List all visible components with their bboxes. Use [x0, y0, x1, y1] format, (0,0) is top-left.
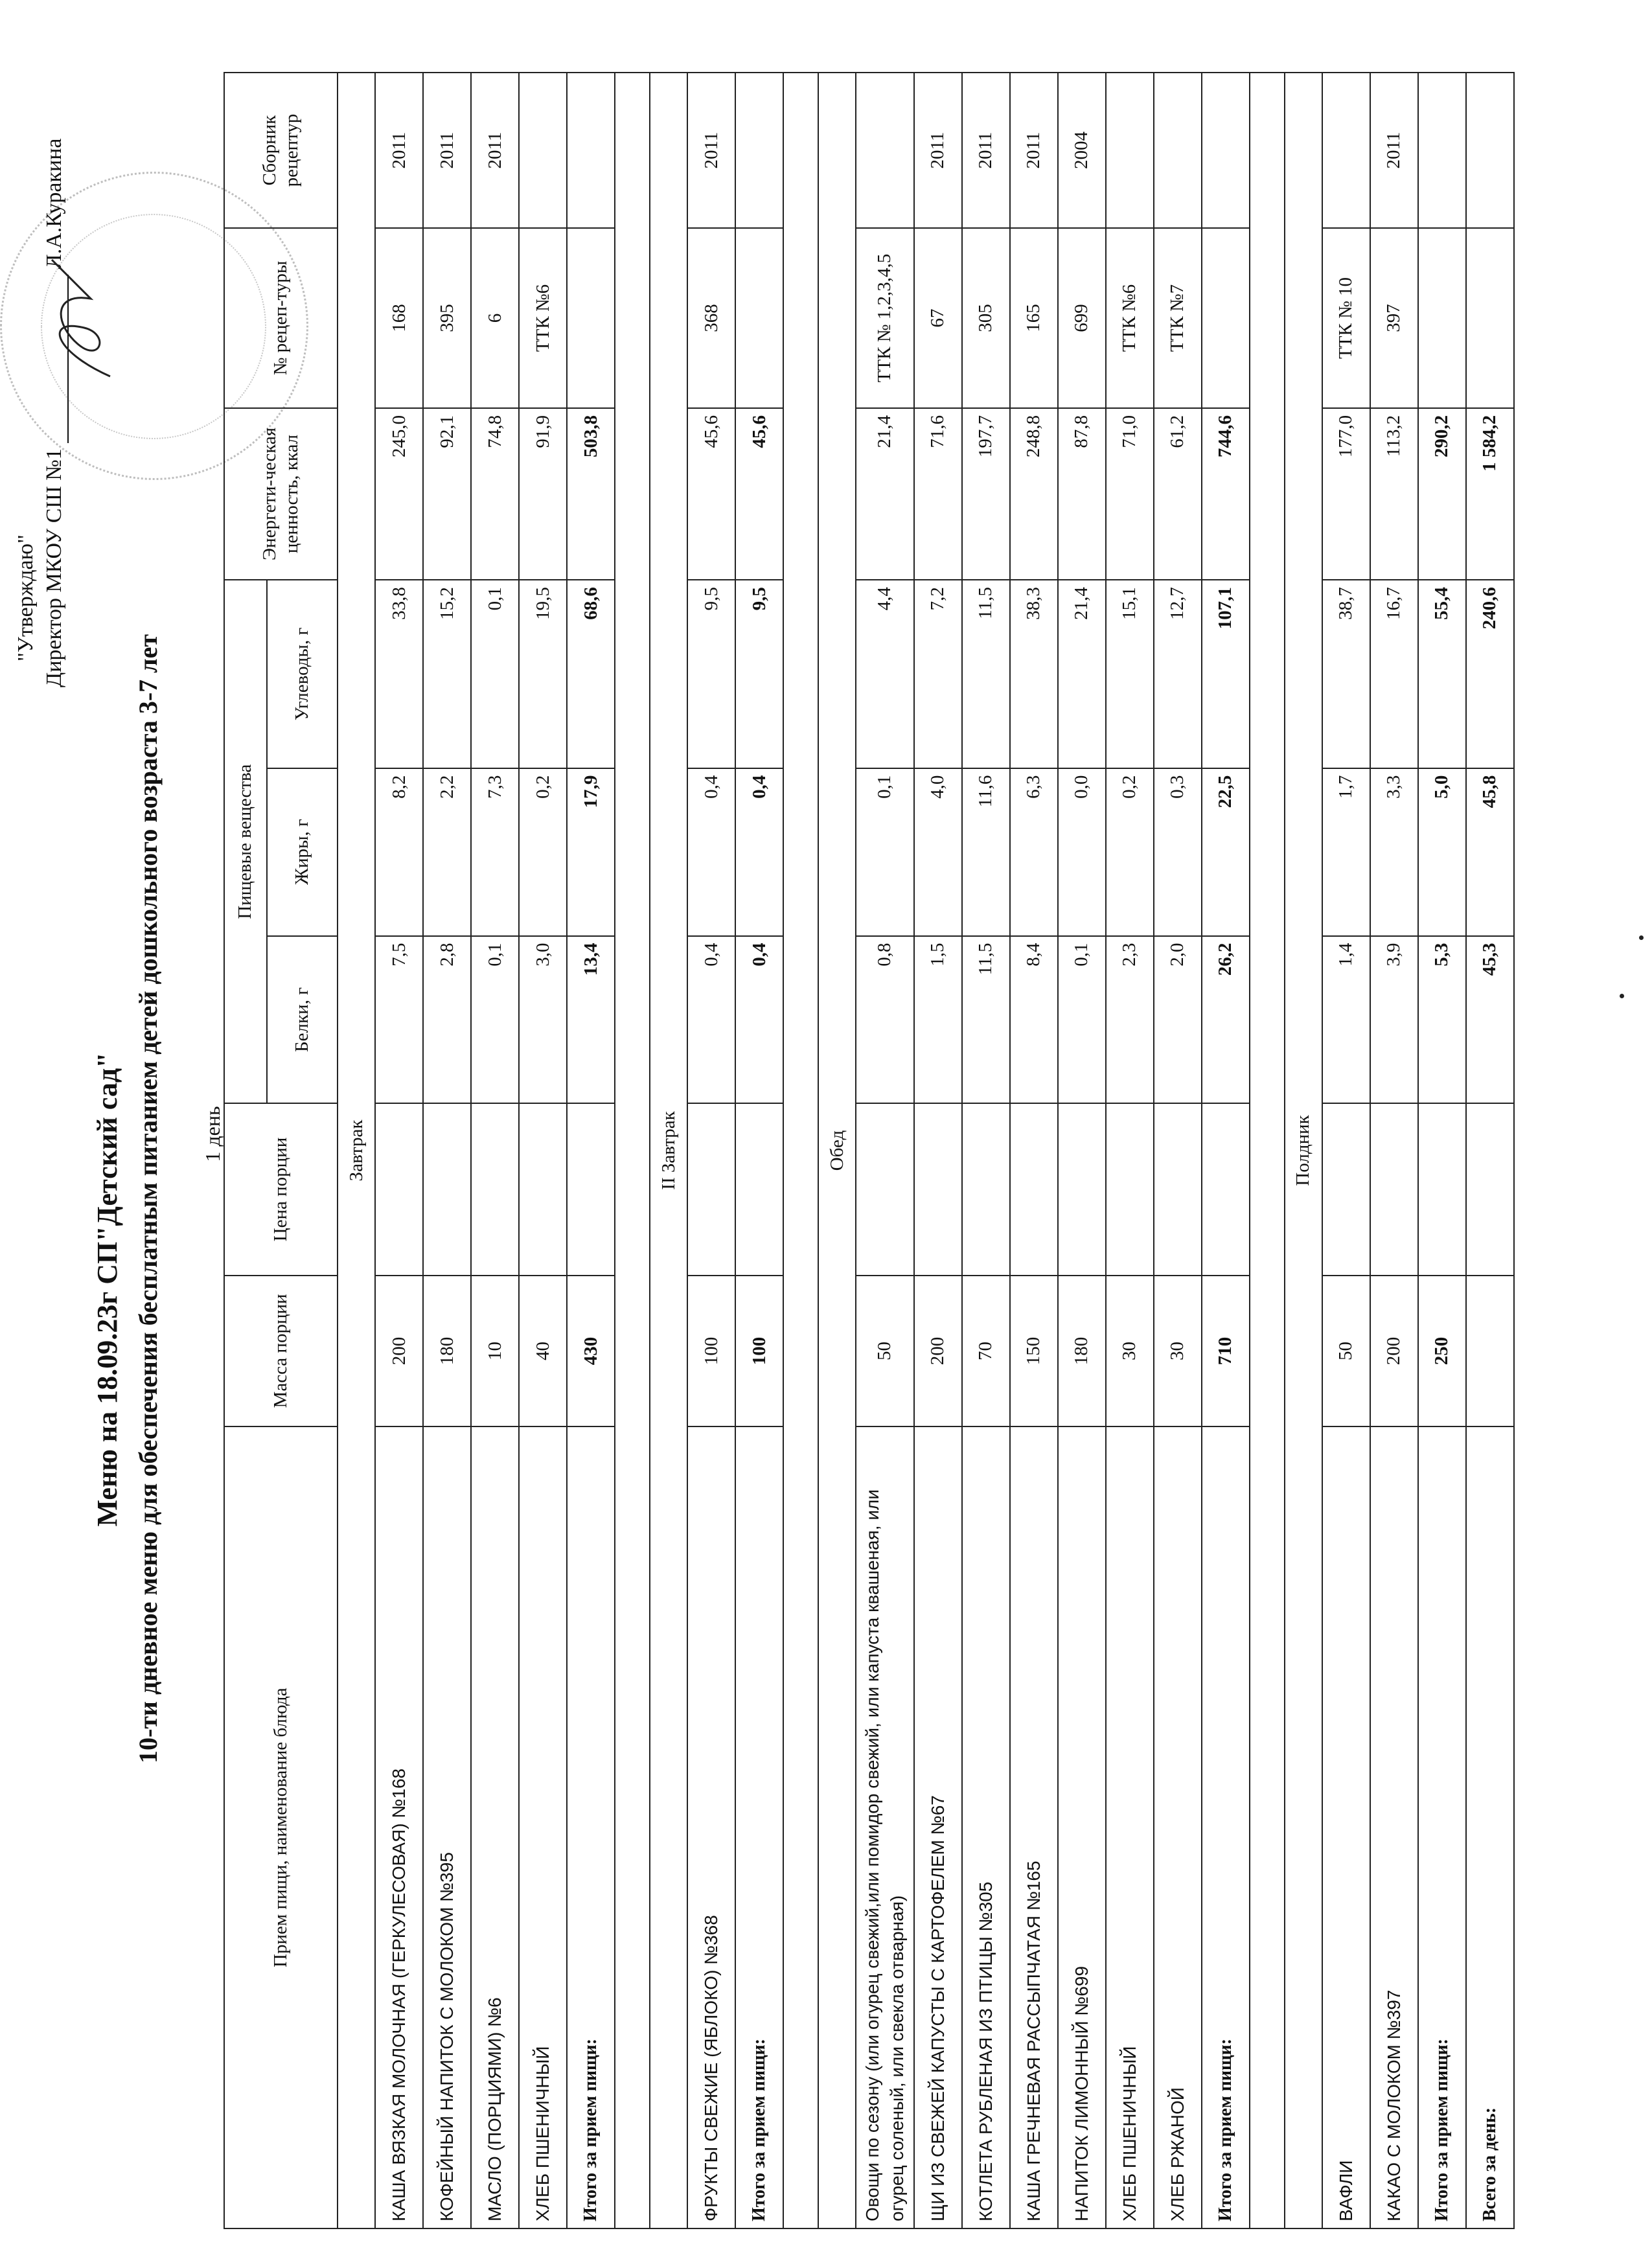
dish-mass: 50 [856, 1276, 914, 1427]
dish-price [1370, 1103, 1418, 1275]
dish-energy: 245,0 [375, 408, 423, 580]
dish-carbs: 16,7 [1370, 580, 1418, 768]
subtotal-label: Итого за прием пищи: [1418, 1426, 1466, 2228]
subtotal-recipe [735, 228, 783, 408]
col-recipe-header: № рецеп-туры [224, 228, 338, 408]
dish-fat: 8,2 [375, 768, 423, 936]
dish-protein: 3,9 [1370, 936, 1418, 1104]
table-row [962, 73, 1010, 2228]
dish-carbs: 12,7 [1154, 580, 1202, 768]
col-name-header: Прием пищи, наименование блюда [224, 1426, 338, 2228]
subtotal-carbs: 68,6 [567, 580, 615, 768]
dish-protein: 0,8 [856, 936, 914, 1104]
dish-recipe: 165 [1010, 228, 1058, 408]
subtotal-fat: 0,4 [735, 768, 783, 936]
section-breakfast2: II Завтрак [650, 73, 687, 2228]
dish-energy: 113,2 [1370, 408, 1418, 580]
dish-carbs: 19,5 [519, 580, 567, 768]
dish-recipe: ТТК №6 [519, 228, 567, 408]
dish-name: КОФЕЙНЫЙ НАПИТОК С МОЛОКОМ №395 [423, 1426, 471, 2228]
dish-recipe: 305 [962, 228, 1010, 408]
subtotal-label: Итого за прием пищи: [1202, 1426, 1250, 2228]
approval-name: Л.А.Куракина [42, 138, 67, 269]
col-fat-header: Жиры, г [267, 768, 338, 936]
dish-carbs: 15,2 [423, 580, 471, 768]
subtotal-book [1202, 73, 1250, 228]
subtotal-price [1202, 1103, 1250, 1275]
dish-fat: 0,4 [687, 768, 735, 936]
dish-protein: 1,5 [914, 936, 962, 1104]
dish-mass: 50 [1322, 1276, 1370, 1427]
table-row [1370, 73, 1418, 2228]
dish-name: Овощи по сезону (или огурец свежий,или помидор свежий, или капуста квашеная, или огурец соленый, или свекла отварная) [856, 1426, 914, 2228]
section-row [338, 73, 375, 2228]
day-total-energy: 1 584,2 [1466, 408, 1514, 580]
subtotal-protein: 13,4 [567, 936, 615, 1104]
dish-energy: 74,8 [471, 408, 519, 580]
spacer-row [783, 73, 818, 2228]
dish-mass: 70 [962, 1276, 1010, 1427]
dish-fat: 1,7 [1322, 768, 1370, 936]
dish-mass: 10 [471, 1276, 519, 1427]
subtotal-book [1418, 73, 1466, 228]
dish-mass: 200 [375, 1276, 423, 1427]
day-total-row [1466, 73, 1514, 2228]
subtotal-book [567, 73, 615, 228]
dish-fat: 0,3 [1154, 768, 1202, 936]
dish-fat: 6,3 [1010, 768, 1058, 936]
dish-mass: 180 [423, 1276, 471, 1427]
dish-carbs: 11,5 [962, 580, 1010, 768]
dish-energy: 91,9 [519, 408, 567, 580]
dish-fat: 4,0 [914, 768, 962, 936]
dish-price [375, 1103, 423, 1275]
approval-director: Директор МКОУ СШ №1 [42, 448, 67, 687]
dish-book: 2011 [375, 73, 423, 228]
dish-name: ХЛЕБ РЖАНОЙ [1154, 1426, 1202, 2228]
subtotal-fat: 5,0 [1418, 768, 1466, 936]
dish-fat: 2,2 [423, 768, 471, 936]
subtotal-row [1418, 73, 1466, 2228]
dish-recipe: 168 [375, 228, 423, 408]
dish-book: 2011 [423, 73, 471, 228]
subtotal-mass: 430 [567, 1276, 615, 1427]
subtotal-energy: 503,8 [567, 408, 615, 580]
dish-book: 2004 [1058, 73, 1106, 228]
dish-name: КАША ВЯЗКАЯ МОЛОЧНАЯ (ГЕРКУЛЕСОВАЯ) №168 [375, 1426, 423, 2228]
dish-price [914, 1103, 962, 1275]
section-lunch: Обед [818, 73, 856, 2228]
dish-protein: 11,5 [962, 936, 1010, 1104]
col-book-header: Сборник рецептур [224, 73, 338, 228]
dish-protein: 0,1 [471, 936, 519, 1104]
spacer-row [1250, 73, 1285, 2228]
spacer-cell [783, 73, 818, 2228]
table-row [1322, 73, 1370, 2228]
dish-book: 2011 [687, 73, 735, 228]
dish-protein: 0,1 [1058, 936, 1106, 1104]
dish-book: 2011 [914, 73, 962, 228]
dish-fat: 11,6 [962, 768, 1010, 936]
day-total-fat: 45,8 [1466, 768, 1514, 936]
dish-book [856, 73, 914, 228]
dish-recipe: 699 [1058, 228, 1106, 408]
day-total-label: Всего за день: [1466, 1426, 1514, 2228]
dish-mass: 180 [1058, 1276, 1106, 1427]
dish-mass: 40 [519, 1276, 567, 1427]
subtotal-carbs: 9,5 [735, 580, 783, 768]
dish-price [1010, 1103, 1058, 1275]
scan-speck [1639, 935, 1644, 940]
dish-carbs: 0,1 [471, 580, 519, 768]
dish-name: МАСЛО (ПОРЦИЯМИ) №6 [471, 1426, 519, 2228]
dish-price [962, 1103, 1010, 1275]
dish-energy: 71,6 [914, 408, 962, 580]
section-snack: Полдник [1285, 73, 1322, 2228]
dish-fat: 0,1 [856, 768, 914, 936]
dish-recipe: 395 [423, 228, 471, 408]
page-subtitle: 10-ти дневное меню для обеспечения бесплатным питанием детей дошкольного возраста 3-7 лет [133, 634, 163, 1764]
dish-energy: 177,0 [1322, 408, 1370, 580]
dish-protein: 8,4 [1010, 936, 1058, 1104]
col-energy-header: Энергети-ческая ценность, ккал [224, 408, 338, 580]
dish-name: ЩИ ИЗ СВЕЖЕЙ КАПУСТЫ С КАРТОФЕЛЕМ №67 [914, 1426, 962, 2228]
subtotal-energy: 45,6 [735, 408, 783, 580]
subtotal-protein: 0,4 [735, 936, 783, 1104]
dish-name: ХЛЕБ ПШЕНИЧНЫЙ [519, 1426, 567, 2228]
col-protein-header: Белки, г [267, 936, 338, 1104]
dish-carbs: 38,7 [1322, 580, 1370, 768]
dish-price [471, 1103, 519, 1275]
dish-protein: 7,5 [375, 936, 423, 1104]
dish-book [519, 73, 567, 228]
spacer-row [615, 73, 650, 2228]
subtotal-fat: 17,9 [567, 768, 615, 936]
approval-label: "Утверждаю" [14, 534, 38, 661]
dish-name: ХЛЕБ ПШЕНИЧНЫЙ [1106, 1426, 1154, 2228]
dish-energy: 71,0 [1106, 408, 1154, 580]
dish-book: 2011 [1370, 73, 1418, 228]
dish-book: 2011 [1010, 73, 1058, 228]
dish-price [1058, 1103, 1106, 1275]
section-row [650, 73, 687, 2228]
table-row [471, 73, 519, 2228]
spacer-cell [615, 73, 650, 2228]
dish-name: НАПИТОК ЛИМОННЫЙ №699 [1058, 1426, 1106, 2228]
subtotal-price [1418, 1103, 1466, 1275]
col-carbs-header: Углеводы, г [267, 580, 338, 768]
dish-recipe: ТТК № 1,2,3,4,5 [856, 228, 914, 408]
subtotal-recipe [1202, 228, 1250, 408]
col-nutrients-header: Пищевые вещества [224, 580, 267, 1103]
dish-name: ФРУКТЫ СВЕЖИЕ (ЯБЛОКО) №368 [687, 1426, 735, 2228]
dish-book: 2011 [962, 73, 1010, 228]
table-row [856, 73, 914, 2228]
table-row [1058, 73, 1106, 2228]
dish-recipe: 397 [1370, 228, 1418, 408]
dish-book [1106, 73, 1154, 228]
section-row [1285, 73, 1322, 2228]
day-total-price [1466, 1103, 1514, 1275]
dish-carbs: 38,3 [1010, 580, 1058, 768]
dish-protein: 2,3 [1106, 936, 1154, 1104]
dish-price [1106, 1103, 1154, 1275]
dish-price [1154, 1103, 1202, 1275]
subtotal-carbs: 107,1 [1202, 580, 1250, 768]
subtotal-fat: 22,5 [1202, 768, 1250, 936]
subtotal-book [735, 73, 783, 228]
dish-energy: 92,1 [423, 408, 471, 580]
dish-mass: 30 [1154, 1276, 1202, 1427]
table-row [1106, 73, 1154, 2228]
col-price-header: Цена порции [224, 1103, 338, 1275]
dish-book: 2011 [471, 73, 519, 228]
dish-name: КАКАО С МОЛОКОМ №397 [1370, 1426, 1418, 2228]
dish-fat: 7,3 [471, 768, 519, 936]
dish-book [1322, 73, 1370, 228]
subtotal-mass: 100 [735, 1276, 783, 1427]
subtotal-carbs: 55,4 [1418, 580, 1466, 768]
subtotal-label: Итого за прием пищи: [567, 1426, 615, 2228]
table-row [375, 73, 423, 2228]
table-row [423, 73, 471, 2228]
dish-recipe: ТТК №6 [1106, 228, 1154, 408]
dish-energy: 248,8 [1010, 408, 1058, 580]
dish-price [519, 1103, 567, 1275]
table-row [1010, 73, 1058, 2228]
dish-energy: 21,4 [856, 408, 914, 580]
section-breakfast: Завтрак [338, 73, 375, 2228]
dish-recipe: 6 [471, 228, 519, 408]
dish-carbs: 33,8 [375, 580, 423, 768]
subtotal-price [567, 1103, 615, 1275]
subtotal-row [1202, 73, 1250, 2228]
dish-protein: 2,0 [1154, 936, 1202, 1104]
dish-price [687, 1103, 735, 1275]
dish-protein: 2,8 [423, 936, 471, 1104]
dish-recipe: ТТК №7 [1154, 228, 1202, 408]
dish-carbs: 21,4 [1058, 580, 1106, 768]
subtotal-recipe [567, 228, 615, 408]
dish-fat: 0,2 [519, 768, 567, 936]
scan-speck [1620, 994, 1624, 998]
day-total-carbs: 240,6 [1466, 580, 1514, 768]
section-row [818, 73, 856, 2228]
dish-mass: 150 [1010, 1276, 1058, 1427]
menu-table [224, 72, 1515, 2229]
dish-protein: 3,0 [519, 936, 567, 1104]
dish-name: ВАФЛИ [1322, 1426, 1370, 2228]
signature-mark [39, 240, 123, 389]
header-row [224, 73, 267, 2228]
subtotal-recipe [1418, 228, 1466, 408]
subtotal-energy: 290,2 [1418, 408, 1466, 580]
dish-recipe: ТТК № 10 [1322, 228, 1370, 408]
dish-recipe: 67 [914, 228, 962, 408]
subtotal-mass: 710 [1202, 1276, 1250, 1427]
subtotal-label: Итого за прием пищи: [735, 1426, 783, 2228]
page-title: Меню на 18.09.23г СП"Детский сад" [91, 1052, 123, 1527]
subtotal-price [735, 1103, 783, 1275]
dish-name: КОТЛЕТА РУБЛЕНАЯ ИЗ ПТИЦЫ №305 [962, 1426, 1010, 2228]
dish-carbs: 7,2 [914, 580, 962, 768]
table-row [1154, 73, 1202, 2228]
dish-price [423, 1103, 471, 1275]
subtotal-protein: 26,2 [1202, 936, 1250, 1104]
table-row [914, 73, 962, 2228]
dish-carbs: 4,4 [856, 580, 914, 768]
table-row [687, 73, 735, 2228]
dish-protein: 1,4 [1322, 936, 1370, 1104]
dish-carbs: 9,5 [687, 580, 735, 768]
subtotal-protein: 5,3 [1418, 936, 1466, 1104]
dish-recipe: 368 [687, 228, 735, 408]
dish-energy: 45,6 [687, 408, 735, 580]
col-mass-header: Масса порции [224, 1276, 338, 1427]
dish-mass: 30 [1106, 1276, 1154, 1427]
spacer-cell [1250, 73, 1285, 2228]
dish-mass: 200 [1370, 1276, 1418, 1427]
dish-energy: 87,8 [1058, 408, 1106, 580]
dish-fat: 0,2 [1106, 768, 1154, 936]
dish-name: КАША ГРЕЧНЕВАЯ РАССЫПЧАТАЯ №165 [1010, 1426, 1058, 2228]
table-row [519, 73, 567, 2228]
dish-mass: 200 [914, 1276, 962, 1427]
dish-energy: 197,7 [962, 408, 1010, 580]
dish-protein: 0,4 [687, 936, 735, 1104]
day-total-protein: 45,3 [1466, 936, 1514, 1104]
subtotal-mass: 250 [1418, 1276, 1466, 1427]
dish-fat: 3,3 [1370, 768, 1418, 936]
subtotal-energy: 744,6 [1202, 408, 1250, 580]
dish-book [1154, 73, 1202, 228]
subtotal-row [567, 73, 615, 2228]
dish-fat: 0,0 [1058, 768, 1106, 936]
day-total-mass [1466, 1276, 1514, 1427]
day-label: 1 день [201, 1106, 224, 1162]
dish-price [856, 1103, 914, 1275]
dish-price [1322, 1103, 1370, 1275]
dish-energy: 61,2 [1154, 408, 1202, 580]
day-total-recipe [1466, 228, 1514, 408]
subtotal-row [735, 73, 783, 2228]
dish-mass: 100 [687, 1276, 735, 1427]
day-total-book [1466, 73, 1514, 228]
dish-carbs: 15,1 [1106, 580, 1154, 768]
